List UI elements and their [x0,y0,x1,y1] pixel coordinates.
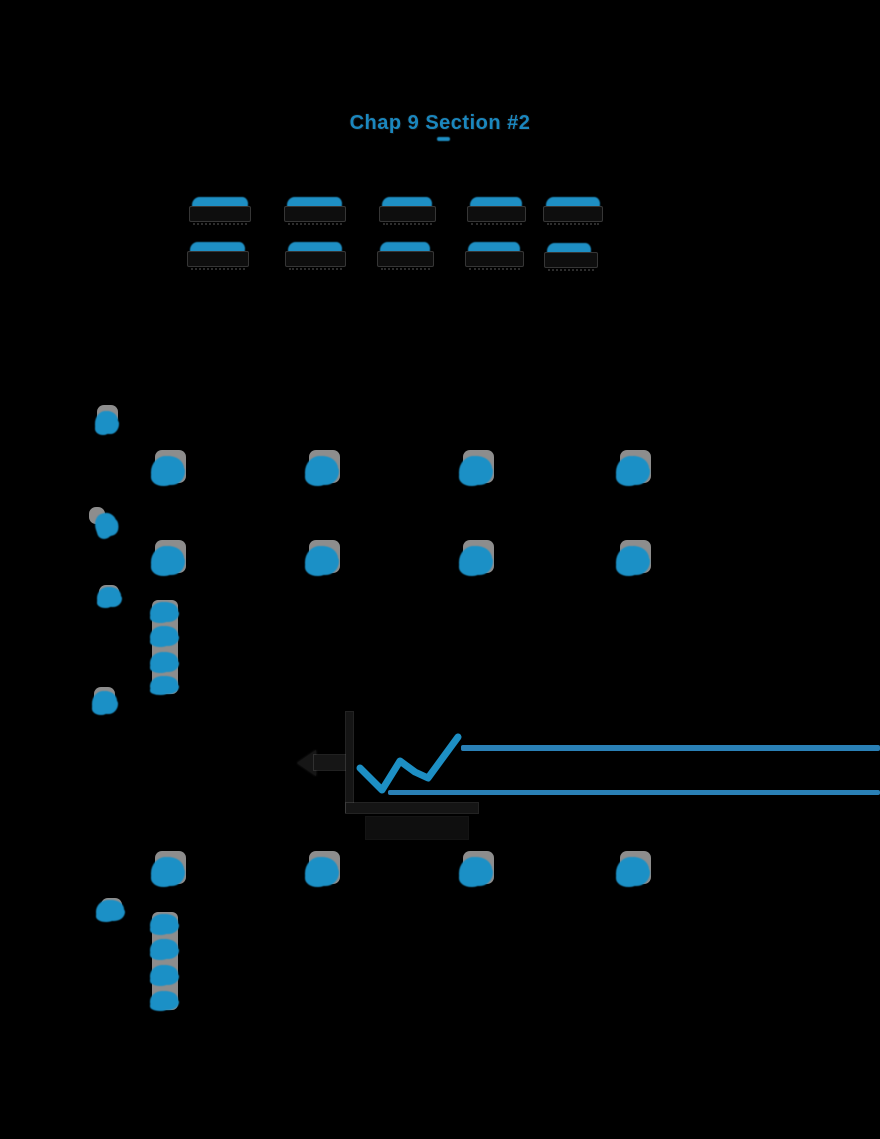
strikethrough-bar [465,251,524,267]
lower-blue-rule [388,790,880,795]
strikethrough-bar [377,251,434,267]
strikethrough-bar [544,252,598,268]
upper-blue-rule [461,745,880,751]
question-1-number-mark [95,411,118,434]
dark-arrow-body [314,755,346,770]
strikethrough-bar [467,206,526,222]
strikethrough-bar [379,206,436,222]
strikethrough-bar [284,206,346,222]
question-4-number-mark [92,691,117,714]
graph-axis-label-dark [366,817,468,839]
strikethrough-bar [285,251,346,267]
page-title: Chap 9 Section #2 [349,112,531,134]
question-5-number-mark [96,900,124,921]
title-underline-mark [437,137,450,141]
strikethrough-bar [543,206,603,222]
strikethrough-bar [187,251,249,267]
strikethrough-bar [189,206,251,222]
question-3-number-mark [97,587,121,607]
